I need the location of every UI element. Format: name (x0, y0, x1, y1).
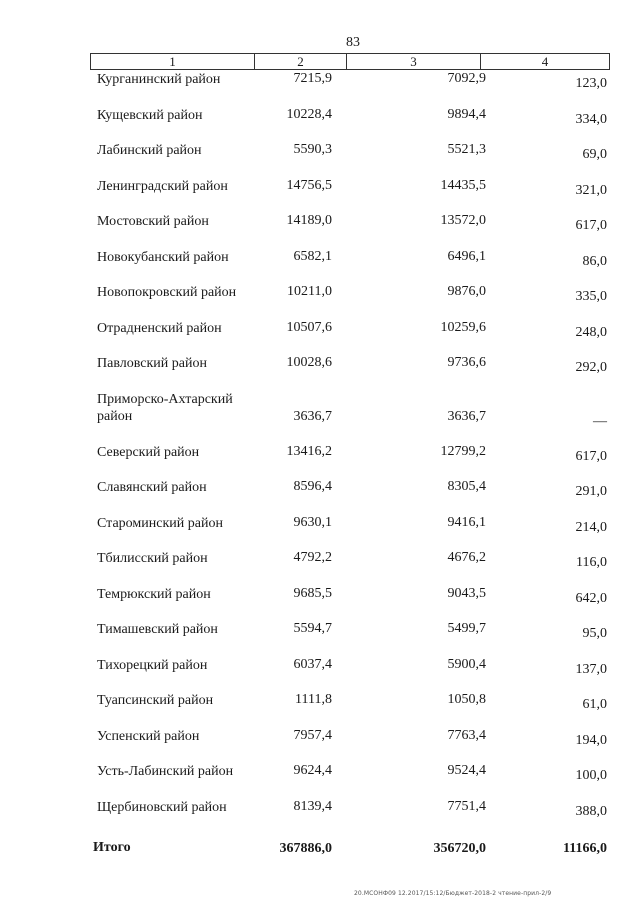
cell-col-2: 6037,4 (293, 656, 332, 672)
cell-col-4: 248,0 (575, 324, 607, 340)
district-name: Кущевский район (97, 107, 203, 123)
cell-col-2: 6582,1 (293, 248, 332, 264)
cell-col-4: 86,0 (582, 253, 607, 269)
cell-col-3: 5900,4 (447, 656, 486, 672)
cell-col-2: 5594,7 (293, 621, 332, 636)
district-name: Усть-Лабинский район (97, 764, 234, 779)
cell-col-2: 8139,4 (293, 798, 332, 814)
cell-col-4: 61,0 (582, 697, 607, 712)
district-name: Мостовский район (97, 214, 209, 229)
cell-col-4: 335,0 (575, 289, 607, 304)
district-name: Успенский район (97, 728, 200, 744)
cell-col-3: 9894,4 (447, 106, 486, 122)
page-number: 83 (346, 35, 360, 50)
cell-col-4: — (593, 413, 607, 429)
cell-col-2: 7957,4 (293, 727, 332, 743)
cell-col-4: 334,0 (575, 111, 607, 127)
district-name: Славянский район (97, 480, 207, 495)
cell-col-4: 100,0 (575, 768, 607, 783)
district-name: Курганинский район (97, 72, 221, 87)
cell-col-2: 8596,4 (293, 479, 332, 494)
district-name: Отрадненский район (97, 320, 222, 336)
cell-col-4: 214,0 (575, 519, 607, 535)
table-row (0, 283, 640, 319)
cell-col-2: 7215,9 (293, 71, 332, 86)
cell-col-2: 10507,6 (286, 319, 332, 335)
district-name: Темрюкский район (97, 586, 211, 602)
cell-col-3: 7763,4 (447, 727, 486, 743)
cell-col-2: 3636,7 (293, 408, 332, 424)
district-name: Лабинский район (97, 143, 202, 158)
cell-col-2: 5590,3 (293, 142, 332, 157)
table-row (0, 212, 640, 248)
cell-col-3: 4676,2 (447, 550, 486, 565)
cell-col-3: 5499,7 (447, 621, 486, 636)
table-row (0, 354, 640, 390)
district-name: Тихорецкий район (97, 657, 208, 673)
cell-col-4: 291,0 (575, 484, 607, 499)
cell-col-4: 116,0 (576, 555, 607, 570)
district-name: Новопокровский район (97, 285, 237, 300)
table-row (0, 248, 640, 284)
district-name: Туапсинский район (97, 693, 214, 708)
district-name: Щербиновский район (97, 799, 227, 815)
cell-col-3: 3636,7 (447, 408, 486, 424)
cell-col-2: 9630,1 (293, 514, 332, 530)
table-row (0, 478, 640, 514)
cell-col-2: 4792,2 (293, 550, 332, 565)
cell-col-2: 10211,0 (287, 284, 332, 299)
cell-col-4: 617,0 (575, 218, 607, 233)
district-name: Павловский район (97, 356, 207, 371)
district-name: Тбилисский район (97, 551, 208, 566)
cell-col-3: 10259,6 (440, 319, 486, 335)
cell-col-3: 12799,2 (440, 443, 486, 459)
cell-col-2: 9624,4 (293, 763, 332, 778)
footer-stamp: 20.МСОНФ09 12.2017/15:12/Бюджет-2018-2 чтение-прил-2/9 (354, 890, 552, 897)
column-header-3: 3 (347, 54, 481, 69)
table-row (0, 443, 640, 479)
cell-col-3: 9416,1 (447, 514, 486, 530)
cell-col-4: 11166,0 (563, 841, 607, 856)
cell-col-3: 9876,0 (447, 284, 486, 299)
cell-col-4: 321,0 (575, 182, 607, 198)
table-body (0, 70, 640, 873)
cell-col-3: 1050,8 (447, 692, 486, 707)
cell-col-3: 14435,5 (440, 177, 486, 193)
table-row (0, 514, 640, 550)
cell-col-2: 14189,0 (286, 213, 332, 228)
table-row (0, 691, 640, 727)
cell-col-3: 356720,0 (433, 841, 486, 856)
table-row (0, 70, 640, 106)
cell-col-2: 9685,5 (293, 585, 332, 601)
cell-col-3: 7092,9 (447, 71, 486, 86)
cell-col-4: 617,0 (575, 448, 607, 464)
cell-col-4: 95,0 (582, 626, 607, 641)
cell-col-2: 14756,5 (286, 177, 332, 193)
cell-col-3: 5521,3 (447, 142, 486, 157)
table-row (0, 319, 640, 355)
cell-col-4: 642,0 (575, 590, 607, 606)
column-header-2: 2 (255, 54, 347, 69)
table-row (0, 106, 640, 142)
table-row (0, 177, 640, 213)
district-name: Ленинградский район (97, 178, 228, 194)
cell-col-2: 10228,4 (286, 106, 332, 122)
district-name: Северский район (97, 444, 200, 460)
column-header-1: 1 (91, 54, 255, 69)
cell-col-3: 9736,6 (447, 355, 486, 370)
table-row (0, 620, 640, 656)
district-name: Приморско-Ахтарский район (97, 391, 233, 424)
table-row (0, 141, 640, 177)
cell-col-4: 123,0 (575, 76, 607, 91)
cell-col-3: 7751,4 (447, 798, 486, 814)
cell-col-4: 292,0 (575, 360, 607, 375)
cell-col-4: 194,0 (575, 732, 607, 748)
cell-col-2: 367886,0 (279, 841, 332, 856)
district-name: Итого (93, 840, 131, 855)
table-row (0, 390, 640, 443)
cell-col-2: 1111,8 (295, 692, 332, 707)
table-row (0, 656, 640, 692)
table-row (0, 762, 640, 798)
table-row (0, 798, 640, 834)
total-row (0, 833, 640, 873)
cell-col-4: 137,0 (575, 661, 607, 677)
district-name: Новокубанский район (97, 249, 229, 265)
table-row (0, 585, 640, 621)
cell-col-3: 6496,1 (447, 248, 486, 264)
district-name: Староминский район (97, 515, 223, 531)
cell-col-2: 10028,6 (286, 355, 332, 370)
district-name: Тимашевский район (97, 622, 218, 637)
cell-col-3: 13572,0 (440, 213, 486, 228)
cell-col-2: 13416,2 (286, 443, 332, 459)
table-header (90, 53, 610, 70)
table-row (0, 549, 640, 585)
column-header-4: 4 (541, 54, 549, 69)
cell-col-3: 8305,4 (447, 479, 486, 494)
cell-col-4: 69,0 (582, 147, 607, 162)
table-row (0, 727, 640, 763)
cell-col-3: 9524,4 (447, 763, 486, 778)
cell-col-4: 388,0 (575, 803, 607, 819)
cell-col-3: 9043,5 (447, 585, 486, 601)
